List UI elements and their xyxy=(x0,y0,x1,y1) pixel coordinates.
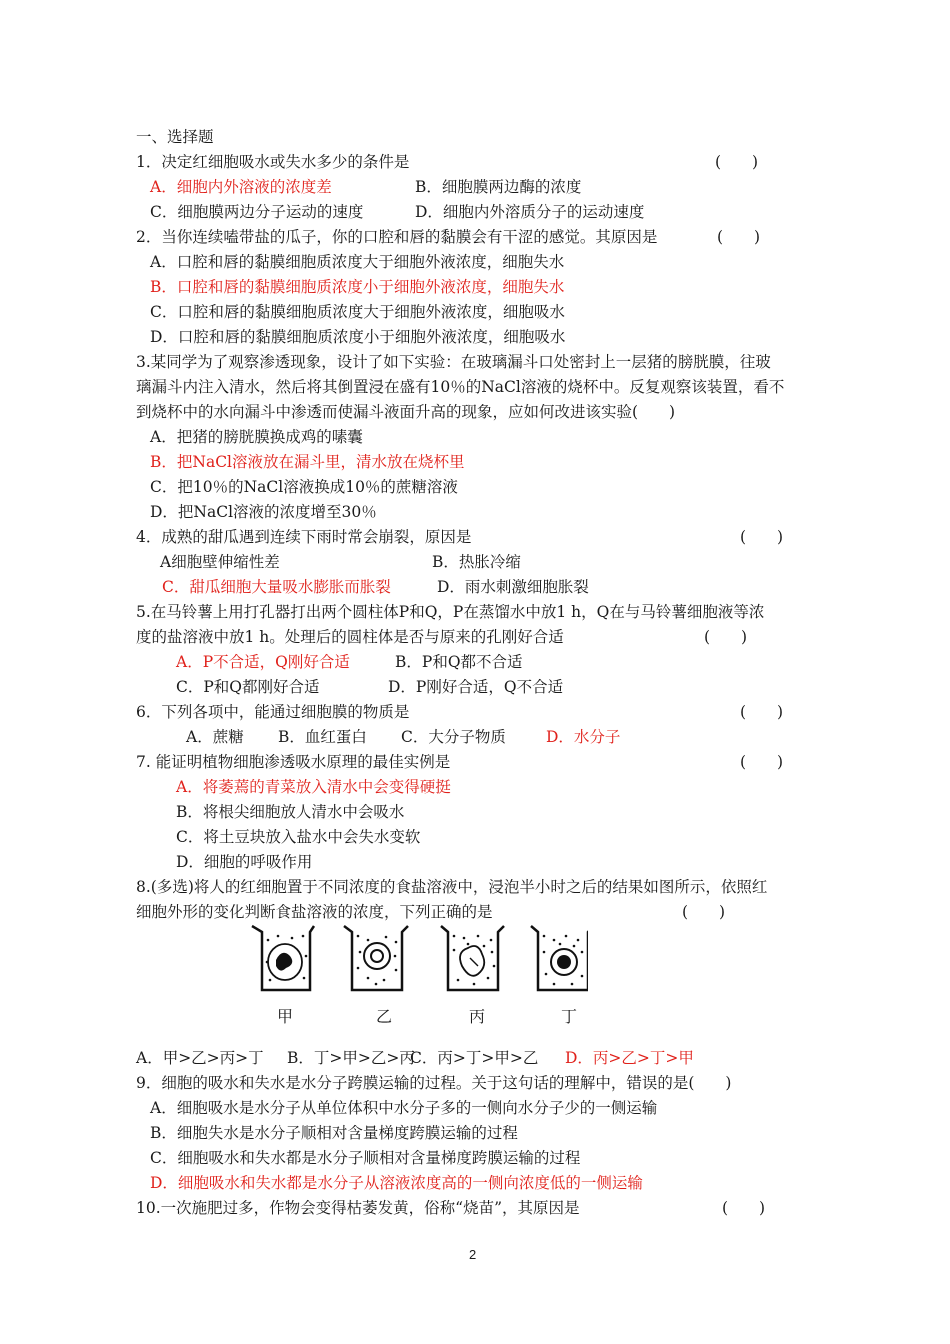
q5-line-2: 度的盐溶液中放1 h。处理后的圆柱体是否与原来的孔刚好合适 xyxy=(136,628,564,646)
q3-option-b: B．把NaCl溶液放在漏斗里，清水放在烧杯里 xyxy=(150,453,465,471)
q8-option-d: D．丙>乙>丁>甲 xyxy=(565,1049,694,1067)
q7-option-c: C．将土豆块放入盐水中会失水变软 xyxy=(176,828,421,846)
q8-line-2: 细胞外形的变化判断食盐溶液的浓度，下列正确的是 xyxy=(136,903,493,921)
q5-option-b: B．P和Q都不合适 xyxy=(395,653,523,671)
beaker-label-bing: 丙 xyxy=(469,1009,486,1026)
beaker-label-jia: 甲 xyxy=(277,1009,294,1026)
beaker-yi xyxy=(344,926,408,990)
q8-option-b: B．丁>甲>乙>丙 xyxy=(287,1049,415,1067)
q1-answer-blank: ( ) xyxy=(715,153,759,171)
q3-line-3: 到烧杯中的水向漏斗中渗透而使漏斗液面升高的现象，应如何改进该实验( ) xyxy=(136,403,676,421)
q2-answer-blank: ( ) xyxy=(717,228,761,246)
q3-option-c: C．把10％的NaCl溶液换成10％的蔗糖溶液 xyxy=(150,478,458,496)
q8-line-1: 8.(多选)将人的红细胞置于不同浓度的食盐溶液中，浸泡半小时之后的结果如图所示，依照红 xyxy=(136,878,768,896)
q6-option-a: A．蔗糖 xyxy=(186,728,244,746)
q7-option-a: A．将萎蔫的青菜放入清水中会变得硬挺 xyxy=(176,778,451,796)
beaker-label-yi: 乙 xyxy=(376,1009,393,1026)
q7-option-d: D．细胞的呼吸作用 xyxy=(176,853,313,871)
q2-option-a: A．口腔和唇的黏膜细胞质浓度大于细胞外液浓度，细胞失水 xyxy=(150,253,565,271)
page-number: 2 xyxy=(469,1247,477,1262)
q3-line-2: 璃漏斗内注入清水，然后将其倒置浸在盛有10％的NaCl溶液的烧杯中。反复观察该装置，看不 xyxy=(136,378,785,396)
q5-line-1: 5.在马铃薯上用打孔器打出两个圆柱体P和Q，P在蒸馏水中放1 h，Q在与马铃薯细胞液等浓 xyxy=(136,603,765,621)
q5-answer-blank: ( ) xyxy=(704,628,748,646)
q9-option-b: B．细胞失水是水分子顺相对含量梯度跨膜运输的过程 xyxy=(150,1124,518,1142)
q10-answer-blank: ( ) xyxy=(722,1199,766,1217)
beaker-label-ding: 丁 xyxy=(561,1009,578,1026)
q2-stem: 2．当你连续嗑带盐的瓜子，你的口腔和唇的黏膜会有干涩的感觉。其原因是 xyxy=(136,228,658,246)
q7-option-b: B．将根尖细胞放人清水中会吸水 xyxy=(176,803,405,821)
q7-stem: 7. 能证明植物细胞渗透吸水原理的最佳实例是 xyxy=(136,753,451,771)
q4-option-a: A细胞壁伸缩性差 xyxy=(160,553,280,571)
q2-option-b: B．口腔和唇的黏膜细胞质浓度小于细胞外液浓度，细胞失水 xyxy=(150,278,565,296)
q6-stem: 6．下列各项中，能通过细胞膜的物质是 xyxy=(136,703,410,721)
q4-option-c: C．甜瓜细胞大量吸水膨胀而胀裂 xyxy=(162,578,391,596)
beaker-ding xyxy=(531,926,588,990)
q10-stem: 10.一次施肥过多，作物会变得枯萎发黄，俗称“烧苗”，其原因是 xyxy=(136,1199,580,1217)
q3-line-1: 3.某同学为了观察渗透现象，设计了如下实验：在玻璃漏斗口处密封上一层猪的膀胱膜，往玻 xyxy=(136,353,771,371)
section-title: 一、选择题 xyxy=(136,128,214,146)
q9-stem: 9．细胞的吸水和失水是水分子跨膜运输的过程。关于这句话的理解中，错误的是( ) xyxy=(136,1074,732,1092)
q4-answer-blank: ( ) xyxy=(740,528,784,546)
q1-stem: 1．决定红细胞吸水或失水多少的条件是 xyxy=(136,153,410,171)
q6-option-d: D．水分子 xyxy=(546,728,621,746)
q8-answer-blank: ( ) xyxy=(682,903,726,921)
q8-option-a: A．甲>乙>丙>丁 xyxy=(136,1049,264,1067)
q9-option-c: C．细胞吸水和失水都是水分子顺相对含量梯度跨膜运输的过程 xyxy=(150,1149,581,1167)
q1-option-b: B．细胞膜两边酶的浓度 xyxy=(415,178,582,196)
q4-option-b: B．热胀冷缩 xyxy=(432,553,521,571)
q6-option-c: C．大分子物质 xyxy=(401,728,506,746)
q5-option-a: A．P不合适，Q刚好合适 xyxy=(176,653,350,671)
q5-option-c: C．P和Q都刚好合适 xyxy=(176,678,320,696)
q7-answer-blank: ( ) xyxy=(740,753,784,771)
q2-option-d: D．口腔和唇的黏膜细胞质浓度小于细胞外液浓度，细胞吸水 xyxy=(150,328,566,346)
q4-option-d: D．雨水刺激细胞胀裂 xyxy=(437,578,589,596)
q6-answer-blank: ( ) xyxy=(740,703,784,721)
q9-option-d: D．细胞吸水和失水都是水分子从溶液浓度高的一侧向浓度低的一侧运输 xyxy=(150,1174,643,1192)
q8-option-c: C．丙>丁>甲>乙 xyxy=(410,1049,539,1067)
beaker-jia xyxy=(252,926,314,990)
beakers-figure xyxy=(248,922,588,1000)
q5-option-d: D．P刚好合适，Q不合适 xyxy=(388,678,564,696)
q9-option-a: A．细胞吸水是水分子从单位体积中水分子多的一侧向水分子少的一侧运输 xyxy=(150,1099,658,1117)
q1-option-a: A．细胞内外溶液的浓度差 xyxy=(150,178,332,196)
q3-option-d: D．把NaCl溶液的浓度增至30％ xyxy=(150,503,377,521)
q3-option-a: A．把猪的膀胱膜换成鸡的嗉囊 xyxy=(150,428,363,446)
q2-option-c: C．口腔和唇的黏膜细胞质浓度大于细胞外液浓度，细胞吸水 xyxy=(150,303,565,321)
q1-option-d: D．细胞内外溶质分子的运动速度 xyxy=(415,203,645,221)
beaker-bing xyxy=(441,926,504,990)
q1-option-c: C．细胞膜两边分子运动的速度 xyxy=(150,203,364,221)
q6-option-b: B．血红蛋白 xyxy=(278,728,367,746)
q4-stem: 4．成熟的甜瓜遇到连续下雨时常会崩裂，原因是 xyxy=(136,528,472,546)
